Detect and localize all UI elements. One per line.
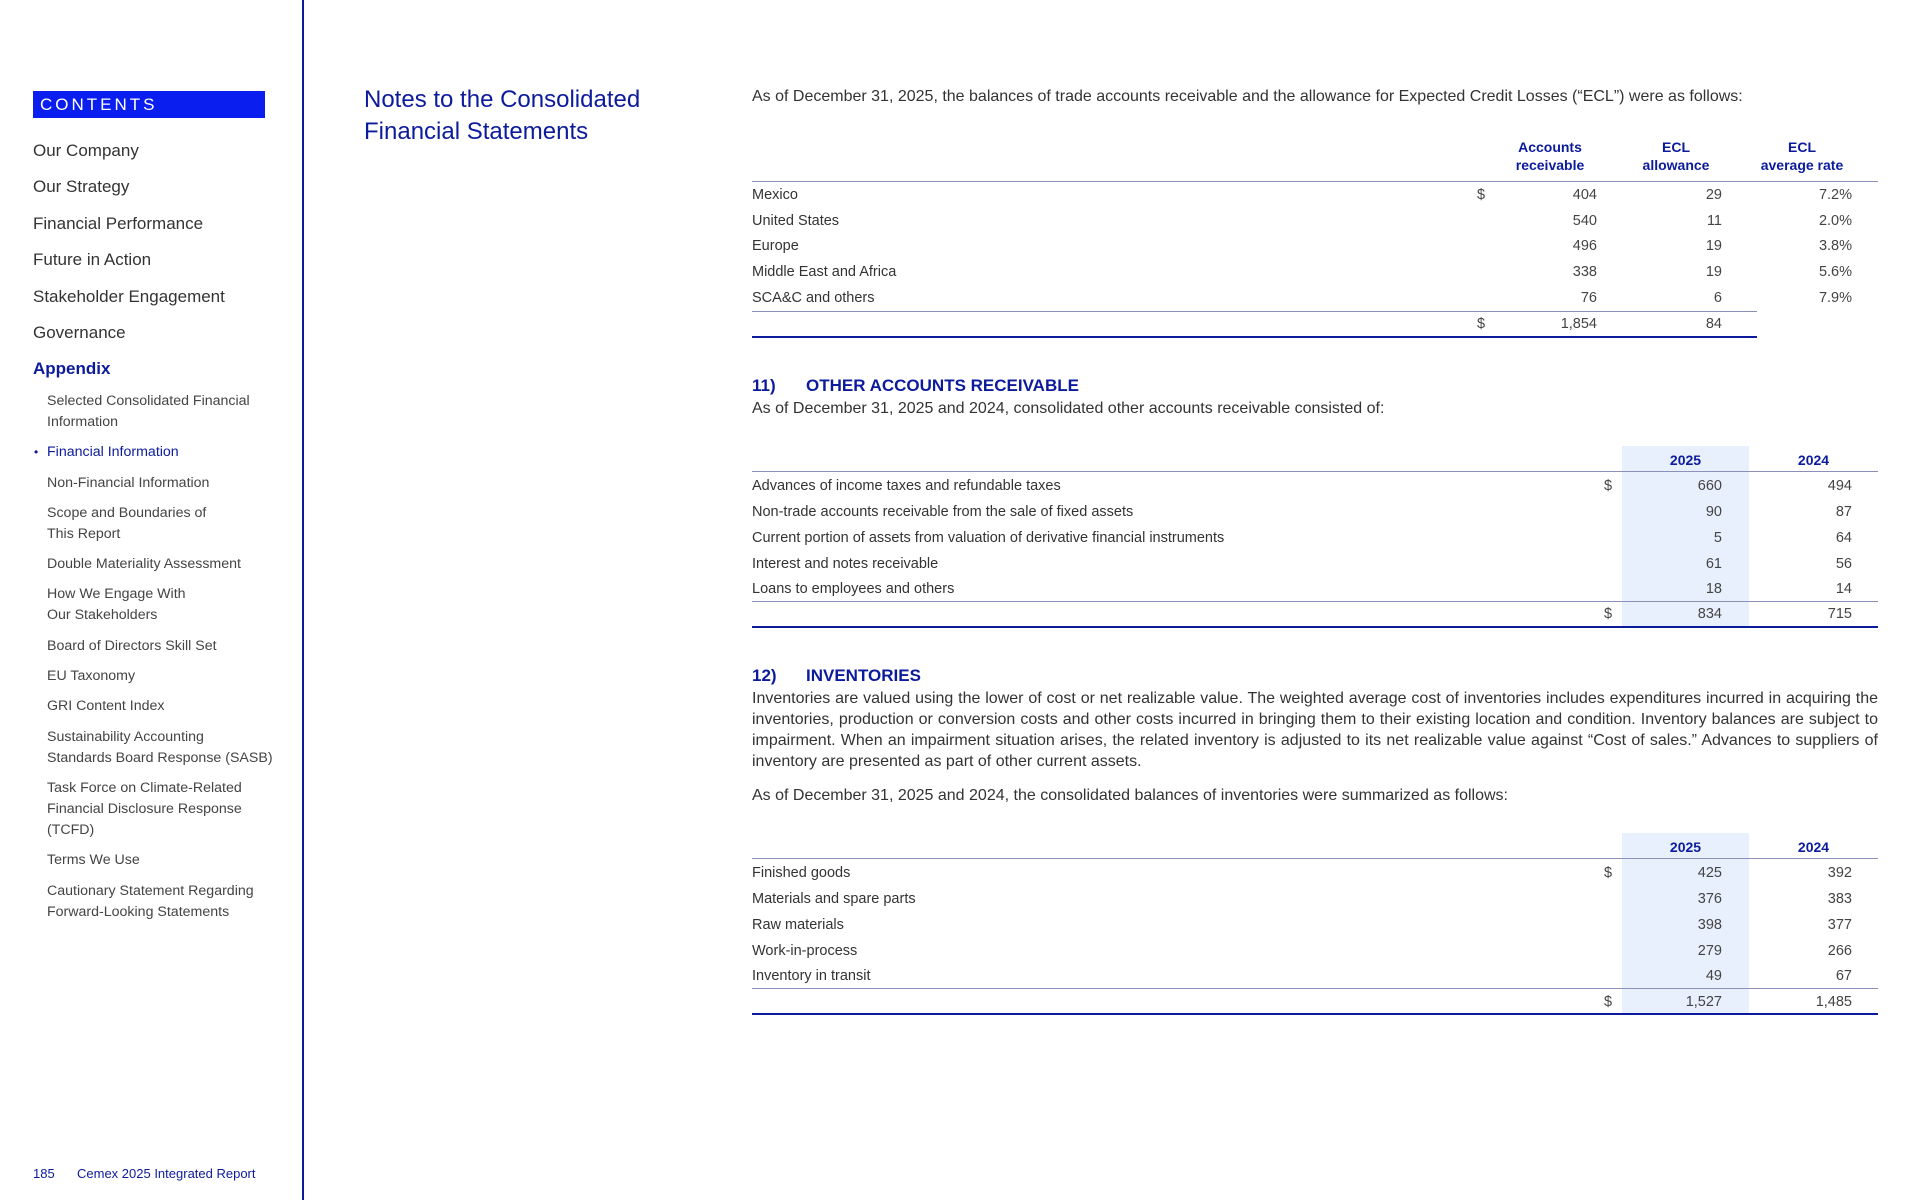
- sidebar: [0, 0, 304, 1200]
- other-ar-row-label: Loans to employees and others: [752, 581, 955, 597]
- other-ar-row-label: Current portion of assets from valuation of derivative financial instruments: [752, 530, 1225, 546]
- ecl-allowance-value: 11: [1706, 213, 1722, 229]
- inventories-2024-value: 392: [1827, 865, 1852, 881]
- other-ar-header-rule: [752, 471, 1878, 472]
- ecl-rate-value: 7.2%: [1818, 187, 1852, 203]
- nav-item-future-in-action[interactable]: Future in Action: [33, 250, 152, 270]
- section-number: 11): [752, 376, 776, 395]
- nav-item-our-company[interactable]: Our Company: [33, 141, 139, 160]
- subnav-item-non-financial[interactable]: Non-Financial Information: [47, 474, 210, 491]
- inventories-paragraph: Inventories are valued using the lower of cost or net realizable value. The weighted average cost of inventories includes expenditures incurred in acquiring the inventories, production or conversion costs and other costs incurred in bringing them to their existing location and condition. Inventory balances are subject to impairment. When an impairment situation arises, the related inventory is adjusted to its net realizable value against “Cost of sales.” Advances to suppliers of inventory are presented as part of other current assets.: [752, 690, 1878, 770]
- other-ar-total-rule: [752, 626, 1878, 628]
- other-ar-intro: As of December 31, 2025 and 2024, consolidated other accounts receivable consisted of:: [752, 400, 1385, 417]
- other-ar-2025-value: 61: [1705, 556, 1722, 572]
- ecl-subtotal-rule: [752, 311, 1757, 312]
- subnav-item-tcfd[interactable]: Task Force on Climate-Related Financial Disclosure Response (TCFD): [47, 779, 242, 838]
- other-ar-2025-value: 5: [1713, 530, 1722, 546]
- nav-item-financial-performance[interactable]: Financial Performance: [33, 213, 204, 233]
- ecl-rate-value: 2.0%: [1818, 213, 1852, 229]
- ecl-allowance-value: 19: [1705, 238, 1722, 254]
- current-bullet-icon: •: [34, 445, 39, 460]
- ecl-allowance-value: 6: [1713, 290, 1722, 306]
- ecl-row-label: Europe: [752, 238, 799, 254]
- nav-item-our-strategy[interactable]: Our Strategy: [33, 177, 130, 197]
- ecl-ar-value: 76: [1580, 290, 1597, 306]
- inventories-2024-value: 266: [1827, 943, 1852, 959]
- inventories-2025-value: 376: [1697, 891, 1722, 907]
- page-title: Notes to the Consolidated Financial Statements: [364, 86, 641, 145]
- ecl-total-rule: [752, 336, 1757, 338]
- inventories-header-2024: 2024: [1797, 839, 1830, 855]
- section-11-heading: [752, 376, 1079, 396]
- inventories-2024-value: 383: [1827, 891, 1852, 907]
- other-ar-2024-value: 56: [1835, 556, 1852, 572]
- subnav-item-gri-index[interactable]: GRI Content Index: [47, 698, 165, 715]
- inventories-2025-value: 425: [1697, 865, 1722, 881]
- other-ar-total-2025: 834: [1697, 606, 1722, 622]
- ecl-row-label: Middle East and Africa: [752, 264, 897, 280]
- other-ar-row-label: Interest and notes receivable: [752, 556, 939, 572]
- inventories-total-2025: 1,527: [1685, 994, 1722, 1010]
- inventories-header-rule: [752, 858, 1878, 859]
- ecl-rate-value: 3.8%: [1818, 238, 1852, 254]
- other-ar-row-label: Non-trade accounts receivable from the sale of fixed assets: [752, 504, 1134, 520]
- other-ar-total-2024: 715: [1827, 606, 1852, 622]
- section-title: OTHER ACCOUNTS RECEIVABLE: [806, 376, 1079, 395]
- other-ar-2025-value: 18: [1705, 581, 1722, 597]
- ecl-rate-value: 7.9%: [1818, 290, 1852, 306]
- other-ar-header-2025: 2025: [1669, 452, 1702, 468]
- ecl-allowance-value: 19: [1705, 264, 1722, 280]
- other-ar-2024-value: 64: [1835, 530, 1852, 546]
- ecl-ar-value: 496: [1572, 238, 1597, 254]
- ecl-rate-value: 5.6%: [1818, 264, 1852, 280]
- ecl-ar-value: 540: [1572, 213, 1597, 229]
- subnav-item-sasb[interactable]: Sustainability Accounting Standards Board Response (SASB): [47, 728, 273, 766]
- currency-symbol: $: [1604, 994, 1613, 1010]
- section-12-heading: [752, 666, 921, 686]
- report-title: Cemex 2025 Integrated Report: [77, 1166, 256, 1181]
- inventories-intro: As of December 31, 2025 and 2024, the consolidated balances of inventories were summarized as follows:: [752, 787, 1508, 804]
- section-title: INVENTORIES: [806, 666, 921, 685]
- ecl-intro: As of December 31, 2025, the balances of trade accounts receivable and the allowance for Expected Credit Losses (“ECL”) were as follows:: [752, 88, 1743, 105]
- other-ar-header-2024: 2024: [1797, 452, 1830, 468]
- nav-item-governance[interactable]: Governance: [33, 322, 126, 342]
- inventories-header-2025: 2025: [1669, 839, 1702, 855]
- inventories-2025-value: 279: [1697, 943, 1722, 959]
- ecl-header-ecl-allowance: ECL allowance: [1642, 139, 1710, 173]
- subnav-item-financial-information[interactable]: [34, 442, 287, 463]
- ecl-row-label: Mexico: [752, 187, 798, 203]
- ecl-ar-value: 338: [1572, 264, 1597, 280]
- currency-symbol: $: [1477, 316, 1486, 332]
- inventories-row-label: Finished goods: [752, 865, 851, 881]
- inventories-row-label: Materials and spare parts: [752, 891, 916, 907]
- other-ar-2024-value: 87: [1835, 504, 1852, 520]
- inventories-row-label: Work-in-process: [752, 943, 858, 959]
- subnav-item-board-skill-set[interactable]: Board of Directors Skill Set: [47, 637, 217, 654]
- currency-symbol: $: [1477, 187, 1486, 203]
- nav-main: [33, 140, 225, 395]
- subnav-item-engage-stakeholders[interactable]: How We Engage With Our Stakeholders: [47, 586, 186, 624]
- other-ar-subtotal-rule: [752, 601, 1878, 602]
- inventories-2024-value: 67: [1835, 968, 1852, 984]
- section-number: 12): [752, 666, 777, 685]
- ecl-row-label: United States: [752, 213, 840, 229]
- inventories-subtotal-rule: [752, 988, 1878, 989]
- nav-sub: [34, 391, 287, 932]
- inventories-row-label: Inventory in transit: [752, 968, 871, 984]
- inventories-total-rule: [752, 1013, 1878, 1015]
- subnav-item-label: Financial Information: [47, 444, 179, 461]
- subnav-item-eu-taxonomy[interactable]: EU Taxonomy: [47, 668, 136, 685]
- ecl-ar-value: 404: [1572, 187, 1597, 203]
- other-ar-2025-value: 90: [1705, 504, 1722, 520]
- currency-symbol: $: [1604, 478, 1613, 494]
- currency-symbol: $: [1604, 606, 1613, 622]
- other-ar-2024-value: 494: [1827, 478, 1852, 494]
- ecl-header-rule: [752, 181, 1878, 182]
- ecl-header-accounts-receivable: Accounts receivable: [1515, 139, 1585, 173]
- subnav-item-double-materiality[interactable]: Double Materiality Assessment: [47, 556, 241, 573]
- ecl-header-ecl-rate: ECL average rate: [1760, 139, 1844, 173]
- other-ar-2024-value: 14: [1835, 581, 1852, 597]
- other-ar-row-label: Advances of income taxes and refundable taxes: [752, 478, 1061, 494]
- contents-label: CONTENTS: [33, 91, 265, 118]
- inventories-total-2024: 1,485: [1815, 994, 1852, 1010]
- inventories-2025-value: 398: [1697, 917, 1722, 933]
- inventories-2024-value: 377: [1827, 917, 1852, 933]
- inventories-row-label: Raw materials: [752, 917, 844, 933]
- ecl-row-label: SCA&C and others: [752, 290, 875, 306]
- ecl-allowance-value: 29: [1705, 187, 1722, 203]
- currency-symbol: $: [1604, 865, 1613, 881]
- subnav-item-cautionary[interactable]: Cautionary Statement Regarding Forward-Looking Statements: [47, 882, 254, 920]
- inventories-2025-value: 49: [1705, 968, 1722, 984]
- subnav-item-scope-boundaries[interactable]: Scope and Boundaries of This Report: [47, 504, 207, 542]
- subnav-item-terms[interactable]: Terms We Use: [47, 852, 140, 869]
- other-ar-2025-value: 660: [1697, 478, 1722, 494]
- subnav-item-selected-consolidated[interactable]: Selected Consolidated Financial Information: [47, 393, 250, 430]
- nav-item-stakeholder-engagement[interactable]: Stakeholder Engagement: [33, 286, 225, 306]
- ecl-total-allowance: 84: [1705, 316, 1722, 332]
- page-number: 185: [33, 1166, 55, 1181]
- nav-item-appendix[interactable]: Appendix: [33, 359, 111, 379]
- ecl-total-ar: 1,854: [1560, 316, 1597, 332]
